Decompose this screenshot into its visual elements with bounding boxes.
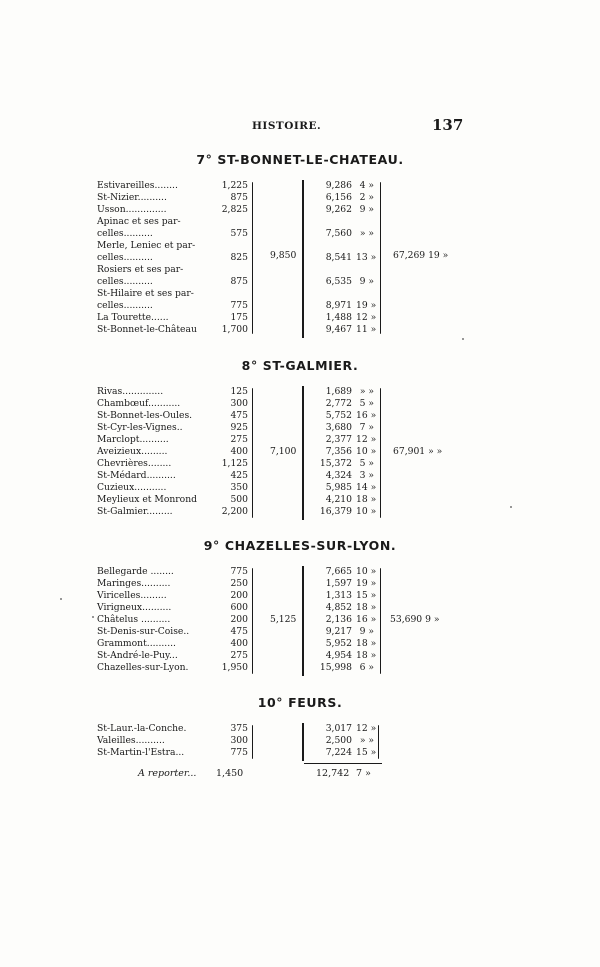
- amount-value: 2,500: [325, 735, 352, 746]
- cents-value: 7 »: [359, 422, 374, 433]
- table-row: [0, 470, 600, 482]
- amount-value: 3,017: [325, 723, 352, 734]
- amount-bar: [302, 566, 304, 676]
- population-value: 1,700: [221, 324, 248, 335]
- amount-value: 7,665: [325, 566, 352, 577]
- population-value: 775: [230, 300, 248, 311]
- table-row: [0, 204, 600, 216]
- table-row: [0, 614, 600, 626]
- commune-name: St-Médard..........: [97, 470, 176, 481]
- commune-name: St-André-le-Puy...: [97, 650, 178, 661]
- paper-speck: [462, 338, 464, 340]
- amount-bar: [302, 180, 304, 338]
- paper-speck: [60, 598, 62, 600]
- commune-name: celles..........: [97, 300, 153, 311]
- table-row: [0, 386, 600, 398]
- table-row: [0, 566, 600, 578]
- amount-value: 1,313: [325, 590, 352, 601]
- population-brace: [252, 725, 256, 759]
- population-value: 125: [230, 386, 248, 397]
- commune-name: St-Galmier.........: [97, 506, 173, 517]
- amount-value: 16,379: [319, 506, 352, 517]
- cents-value: 9 »: [359, 204, 374, 215]
- table-row: [0, 602, 600, 614]
- cents-value: 12 »: [356, 434, 377, 445]
- section-title: 7° ST-BONNET-LE-CHATEAU.: [196, 152, 404, 167]
- table-row: [0, 264, 600, 276]
- cents-value: 18 »: [356, 602, 377, 613]
- amount-bar: [302, 386, 304, 520]
- population-value: 875: [230, 192, 248, 203]
- cents-value: » »: [359, 735, 374, 746]
- commune-name: Marclopt..........: [97, 434, 169, 445]
- cents-value: 6 »: [359, 662, 374, 673]
- section-title: 8° ST-GALMIER.: [241, 358, 359, 373]
- amount-brace: [378, 725, 382, 759]
- population-value: 250: [230, 578, 248, 589]
- cents-value: 5 »: [359, 458, 374, 469]
- amount-value: 8,541: [325, 252, 352, 263]
- population-value: 1,225: [221, 180, 248, 191]
- amount-value: 6,156: [325, 192, 352, 203]
- cents-value: » »: [359, 228, 374, 239]
- table-row: [0, 494, 600, 506]
- commune-name: Rivas..............: [97, 386, 164, 397]
- table-row: [0, 626, 600, 638]
- section-total-population: 9,850: [270, 250, 297, 261]
- commune-name: Apinac et ses par-: [97, 216, 181, 227]
- table-row: [0, 482, 600, 494]
- section-total-amount: 67,901 » »: [393, 446, 443, 457]
- commune-name: celles..........: [97, 276, 153, 287]
- cents-value: 9 »: [359, 276, 374, 287]
- population-value: 2,200: [221, 506, 248, 517]
- commune-name: Merle, Leniec et par-: [97, 240, 196, 251]
- cents-value: 19 »: [356, 578, 377, 589]
- cents-value: 13 »: [356, 252, 377, 263]
- population-value: 300: [230, 735, 248, 746]
- commune-name: Aveizieux.........: [97, 446, 168, 457]
- table-row: [0, 228, 600, 240]
- amount-value: 2,772: [325, 398, 352, 409]
- section-total-population: 7,100: [270, 446, 297, 457]
- commune-name: Maringes..........: [97, 578, 171, 589]
- cents-value: 18 »: [356, 650, 377, 661]
- table-row: [0, 276, 600, 288]
- cents-value: 10 »: [356, 566, 377, 577]
- commune-name: St-Denis-sur-Coise..: [97, 626, 190, 637]
- cents-value: 16 »: [356, 410, 377, 421]
- population-value: 825: [230, 252, 248, 263]
- amount-value: 7,356: [325, 446, 352, 457]
- commune-name: St-Hilaire et ses par-: [97, 288, 194, 299]
- amount-value: 4,954: [325, 650, 352, 661]
- page-number: 137: [432, 116, 464, 134]
- running-head: [0, 116, 600, 136]
- cents-value: 3 »: [359, 470, 374, 481]
- amount-value: 4,324: [325, 470, 352, 481]
- amount-value: 1,597: [325, 578, 352, 589]
- population-value: 500: [230, 494, 248, 505]
- population-value: 300: [230, 398, 248, 409]
- population-brace: [252, 568, 256, 674]
- section-total-amount: 67,269 19 »: [393, 250, 449, 261]
- cents-value: 9 »: [359, 626, 374, 637]
- commune-name: St-Bonnet-les-Oules.: [97, 410, 193, 421]
- commune-name: Grammont..........: [97, 638, 176, 649]
- cents-value: 15 »: [356, 590, 377, 601]
- commune-name: St-Bonnet-le-Château: [97, 324, 197, 335]
- commune-name: Chambœuf...........: [97, 398, 181, 409]
- amount-value: 3,680: [325, 422, 352, 433]
- population-value: 200: [230, 614, 248, 625]
- population-value: 2,825: [221, 204, 248, 215]
- table-row: [0, 735, 600, 747]
- commune-name: Rosiers et ses par-: [97, 264, 184, 275]
- commune-name: Cuzieux...........: [97, 482, 167, 493]
- commune-name: Chazelles-sur-Lyon.: [97, 662, 189, 673]
- population-value: 1,125: [221, 458, 248, 469]
- amount-bar: [302, 723, 304, 761]
- amount-value: 8,971: [325, 300, 352, 311]
- cents-value: 5 »: [359, 398, 374, 409]
- table-row: [0, 180, 600, 192]
- carry-amount: 12,742: [316, 768, 350, 779]
- commune-name: Chevrières........: [97, 458, 172, 469]
- cents-value: 12 »: [356, 723, 377, 734]
- section-title: 9° CHAZELLES-SUR-LYON.: [203, 538, 397, 553]
- cents-value: 12 »: [356, 312, 377, 323]
- amount-value: 2,136: [325, 614, 352, 625]
- table-row: [0, 410, 600, 422]
- amount-value: 9,286: [325, 180, 352, 191]
- amount-value: 5,952: [325, 638, 352, 649]
- commune-name: Usson..............: [97, 204, 167, 215]
- cents-value: 4 »: [359, 180, 374, 191]
- table-row: [0, 240, 600, 252]
- population-value: 575: [230, 228, 248, 239]
- amount-value: 6,535: [325, 276, 352, 287]
- population-value: 275: [230, 434, 248, 445]
- table-row: [0, 662, 600, 674]
- population-value: 775: [230, 747, 248, 758]
- amount-value: 15,372: [319, 458, 352, 469]
- carry-population: 1,450: [216, 768, 244, 779]
- section-total-amount: 53,690 9 »: [390, 614, 440, 625]
- cents-value: 10 »: [356, 506, 377, 517]
- cents-value: 10 »: [356, 446, 377, 457]
- amount-value: 5,752: [325, 410, 352, 421]
- population-value: 350: [230, 482, 248, 493]
- commune-name: celles..........: [97, 228, 153, 239]
- table-row: [0, 650, 600, 662]
- commune-name: celles..........: [97, 252, 153, 263]
- commune-name: Châtelus ..........: [97, 614, 171, 625]
- commune-name: Meylieux et Monrond: [97, 494, 197, 505]
- cents-value: 19 »: [356, 300, 377, 311]
- cents-value: 11 »: [356, 324, 377, 335]
- table-row: [0, 300, 600, 312]
- commune-name: St-Cyr-les-Vignes..: [97, 422, 183, 433]
- population-value: 875: [230, 276, 248, 287]
- population-value: 775: [230, 566, 248, 577]
- population-value: 475: [230, 410, 248, 421]
- cents-value: 15 »: [356, 747, 377, 758]
- commune-name: Virigneux..........: [97, 602, 172, 613]
- population-value: 375: [230, 723, 248, 734]
- commune-name: St-Nizier..........: [97, 192, 167, 203]
- commune-name: Bellegarde ........: [97, 566, 174, 577]
- amount-value: 1,488: [325, 312, 352, 323]
- table-row: [0, 288, 600, 300]
- cents-value: 18 »: [356, 638, 377, 649]
- population-value: 925: [230, 422, 248, 433]
- table-row: [0, 578, 600, 590]
- carry-forward-row: [0, 768, 600, 780]
- population-value: 400: [230, 638, 248, 649]
- amount-value: 9,217: [325, 626, 352, 637]
- paper-speck: [92, 616, 94, 618]
- amount-brace: [380, 182, 384, 334]
- commune-name: St-Martin-l'Estra...: [97, 747, 185, 758]
- cents-value: 16 »: [356, 614, 377, 625]
- paper-speck: [510, 506, 512, 508]
- table-row: [0, 422, 600, 434]
- population-value: 475: [230, 626, 248, 637]
- population-value: 400: [230, 446, 248, 457]
- commune-name: St-Laur.-la-Conche.: [97, 723, 187, 734]
- cents-value: 2 »: [359, 192, 374, 203]
- amount-value: 15,998: [319, 662, 352, 673]
- table-row: [0, 324, 600, 336]
- amount-brace: [380, 388, 384, 518]
- population-value: 600: [230, 602, 248, 613]
- table-row: [0, 723, 600, 735]
- amount-value: 7,224: [325, 747, 352, 758]
- population-value: 275: [230, 650, 248, 661]
- table-row: [0, 590, 600, 602]
- carry-label: A reporter...: [138, 768, 197, 779]
- cents-value: 18 »: [356, 494, 377, 505]
- section-total-population: 5,125: [270, 614, 297, 625]
- amount-value: 4,210: [325, 494, 352, 505]
- commune-name: Valeilles..........: [97, 735, 165, 746]
- amount-value: 1,689: [325, 386, 352, 397]
- table-row: [0, 434, 600, 446]
- section-title: 10° FEURS.: [257, 695, 343, 710]
- running-title: HISTOIRE.: [252, 120, 322, 132]
- table-row: [0, 192, 600, 204]
- population-brace: [252, 182, 256, 334]
- cents-value: » »: [359, 386, 374, 397]
- table-row: [0, 312, 600, 324]
- amount-value: 2,377: [325, 434, 352, 445]
- table-row: [0, 216, 600, 228]
- amount-value: 5,985: [325, 482, 352, 493]
- table-row: [0, 747, 600, 759]
- amount-value: 4,852: [325, 602, 352, 613]
- amount-value: 7,560: [325, 228, 352, 239]
- amount-value: 9,262: [325, 204, 352, 215]
- table-row: [0, 446, 600, 458]
- sum-rule: [304, 763, 382, 764]
- population-value: 1,950: [221, 662, 248, 673]
- population-brace: [252, 388, 256, 518]
- commune-name: La Tourette......: [97, 312, 169, 323]
- amount-value: 9,467: [325, 324, 352, 335]
- table-row: [0, 252, 600, 264]
- population-value: 175: [230, 312, 248, 323]
- commune-name: Estivareilles........: [97, 180, 178, 191]
- table-row: [0, 398, 600, 410]
- amount-brace: [380, 568, 384, 674]
- table-row: [0, 458, 600, 470]
- carry-cents: 7 »: [356, 768, 371, 779]
- population-value: 425: [230, 470, 248, 481]
- commune-name: Viricelles.........: [97, 590, 167, 601]
- table-row: [0, 638, 600, 650]
- population-value: 200: [230, 590, 248, 601]
- cents-value: 14 »: [356, 482, 377, 493]
